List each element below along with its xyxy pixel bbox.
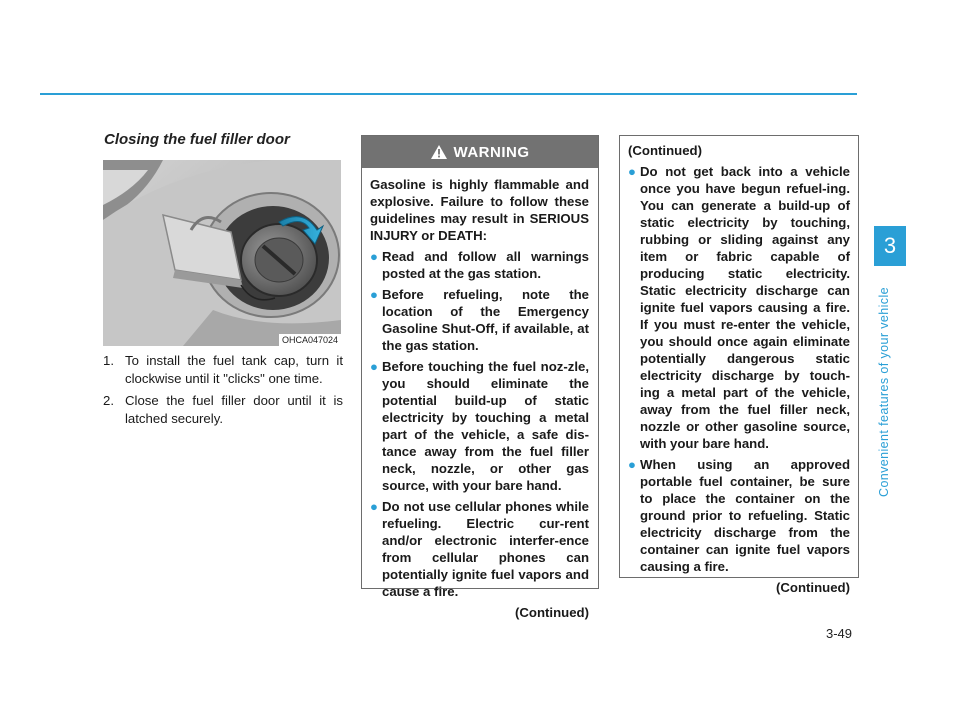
warning-bullet (370, 248, 589, 282)
fuel-door-illustration (103, 160, 341, 346)
fuel-door-photo (103, 160, 341, 346)
page-number: 3-49 (826, 626, 853, 641)
bullet-dot-icon: ● (370, 287, 378, 302)
continued-warning-box (619, 135, 859, 595)
continued-bullet (628, 163, 850, 452)
continued-bullet-text: When using an approved portable fuel container, be sure to place the container on the ground prior to refueling. Static electricity discharge from the container can ignite fuel vapors causing a fire. (640, 457, 850, 574)
warning-intro: Gasoline is highly flammable and explosive. Failure to follow these guidelines may result in SERIOUS INJURY or DEATH: (370, 177, 589, 243)
bullet-dot-icon: ● (370, 499, 378, 514)
warning-bullet-text: Do not use cellular phones while refueling. Electric cur-rent and/or electronic interfer-ence from cellular phones can potentially ignite fuel vapors and cause a fire. (382, 499, 589, 599)
section-title: Closing the fuel filler door (104, 131, 290, 148)
bullet-dot-icon: ● (370, 249, 378, 264)
top-rule (40, 93, 857, 95)
continued-body (620, 136, 858, 596)
warning-bullet (370, 498, 589, 600)
instruction-steps (103, 352, 343, 432)
warning-bullet-text: Read and follow all warnings posted at the gas station. (382, 249, 589, 281)
step-text: To install the fuel tank cap, turn it clockwise until it "clicks" one time. (125, 353, 343, 386)
step-text: Close the fuel filler door until it is latched securely. (125, 393, 343, 426)
continued-bullet-text: Do not get back into a vehicle once you have begun refuel-ing. You can generate a build-up of static electricity by touching, rubbing or sliding against any item or fabric capable of producing static electricity. Static electricity discharge can ignite fuel vapors causing a fire. If you must re-enter the vehicle, you should once again eliminate potentially dangerous static electricity discharge by touch-ing a metal part of the vehicle, away from the fuel filler neck, nozzle or other gasoline source, with your bare hand. (640, 164, 850, 451)
warning-body (362, 168, 598, 621)
continued-bullet (628, 456, 850, 575)
photo-code: OHCA047024 (279, 334, 341, 346)
continued-list (628, 163, 850, 575)
step-item (103, 352, 343, 388)
chapter-label: Convenient features of your vehicle (877, 287, 891, 497)
bullet-dot-icon: ● (628, 457, 636, 472)
step-number: 1. (103, 353, 114, 368)
warning-bullet-text: Before touching the fuel noz-zle, you should eliminate the potential build-up of static electricity by touching a metal part of the vehicle, a safe dis-tance away from the fuel filler neck, nozzle, or other gas source, with your bare hand. (382, 359, 589, 493)
warning-title: WARNING (453, 143, 530, 161)
warning-list (370, 248, 589, 600)
warning-triangle-icon (431, 145, 447, 159)
continued-label: (Continued) (776, 580, 850, 595)
bullet-dot-icon: ● (370, 359, 378, 374)
warning-bullet-text: Before refueling, note the location of the Emergency Gasoline Shut-Off, if available, at the gas station. (382, 287, 589, 353)
step-number: 2. (103, 393, 114, 408)
chapter-tab: 3 (874, 226, 906, 266)
bullet-dot-icon: ● (628, 164, 636, 179)
warning-header (362, 136, 598, 168)
warning-bullet (370, 358, 589, 494)
warning-bullet (370, 286, 589, 354)
warning-box (361, 135, 599, 620)
step-item (103, 392, 343, 428)
continued-label: (Continued) (515, 605, 589, 620)
continued-header: (Continued) (628, 143, 702, 158)
